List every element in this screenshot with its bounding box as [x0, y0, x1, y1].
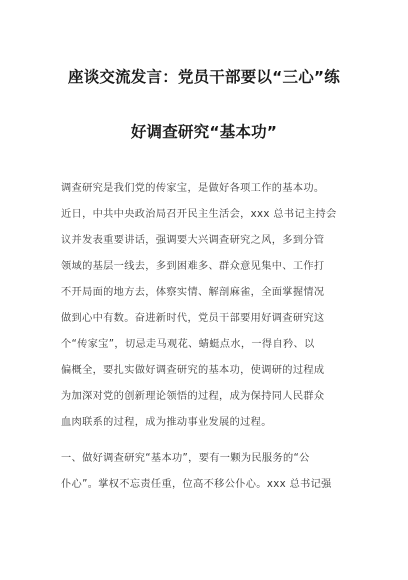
title-line-1: 座谈交流发言：党员干部要以“三心”练 — [68, 68, 340, 86]
paragraph-line: 不开局面的地方去，体察实情、解剖麻雀，全面掌握情况 — [61, 287, 325, 298]
paragraph-line: 血肉联系的过程，成为推动事业发展的过程。 — [61, 417, 272, 428]
title-line-2: 好调查研究“基本功” — [130, 123, 278, 141]
paragraph-line: 做到心中有数。奋进新时代，党员干部要用好调查研究这 — [61, 313, 325, 324]
paragraph-line: 个“传家宝”，切忌走马观花、蜻蜓点水，一得自矜、以 — [61, 339, 315, 350]
paragraph-line: 调查研究是我们党的传家宝，是做好各项工作的基本功。 — [61, 183, 325, 194]
paragraph-line: 偏概全，要扎实做好调查研究的基本功，使调研的过程成 — [61, 365, 325, 376]
paragraph-line: 为加深对党的创新理论领悟的过程，成为保持同人民群众 — [61, 391, 325, 402]
paragraph-line: 议并发表重要讲话，强调要大兴调查研究之风，多到分管 — [61, 235, 325, 246]
paragraph-line: 近日，中共中央政治局召开民主生活会，xxx 总书记主持会 — [61, 209, 337, 220]
paragraph-line: 领域的基层一线去，多到困难多、群众意见集中、工作打 — [61, 261, 325, 272]
paragraph-line: 一、做好调查研究“基本功”，要有一颗为民服务的“公 — [61, 453, 310, 464]
paragraph-line: 仆心”。掌权不忘责任重，位高不移公仆心。xxx 总书记强 — [61, 479, 332, 490]
